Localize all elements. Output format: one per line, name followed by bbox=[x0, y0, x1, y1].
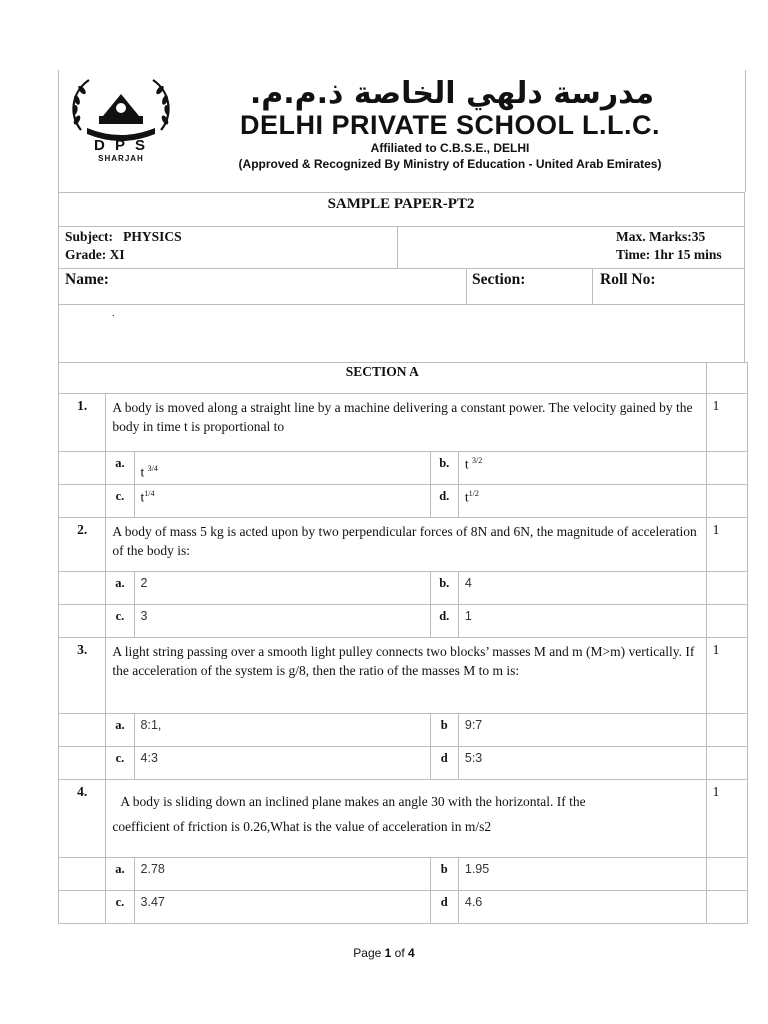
option-value: 1 bbox=[458, 605, 706, 638]
subject-value: PHYSICS bbox=[123, 229, 182, 244]
options-row bbox=[59, 858, 748, 891]
question-text bbox=[106, 780, 706, 858]
divider bbox=[466, 268, 467, 304]
question-marks: 1 bbox=[706, 780, 747, 858]
school-name: DELHI PRIVATE SCHOOL L.L.C. bbox=[239, 110, 661, 140]
divider bbox=[58, 304, 744, 305]
option-exponent: 1/4 bbox=[144, 489, 155, 498]
school-logo-icon bbox=[63, 72, 179, 180]
empty-cell bbox=[59, 605, 106, 638]
of-word: of bbox=[394, 946, 405, 960]
question-row bbox=[59, 780, 748, 858]
empty-cell bbox=[59, 714, 106, 747]
time-text: Time: 1hr 15 mins bbox=[616, 247, 722, 262]
grade-text: Grade: XI bbox=[65, 247, 125, 262]
question-row bbox=[59, 394, 748, 452]
option-value bbox=[458, 485, 706, 518]
divider bbox=[58, 226, 744, 227]
option-value bbox=[134, 452, 430, 485]
option-label: d bbox=[430, 891, 458, 924]
option-exponent: 3/2 bbox=[472, 456, 483, 465]
subject-label: Subject: bbox=[65, 229, 113, 244]
empty-cell bbox=[59, 572, 106, 605]
option-value: 1.95 bbox=[458, 858, 706, 891]
option-base: t bbox=[464, 489, 469, 505]
option-label: c. bbox=[106, 891, 134, 924]
option-label: a. bbox=[106, 572, 134, 605]
option-label: d bbox=[430, 747, 458, 780]
max-marks-text: Max. Marks:35 bbox=[616, 229, 706, 244]
empty-cell bbox=[706, 452, 747, 485]
option-label: a. bbox=[106, 714, 134, 747]
section-heading: SECTION A bbox=[59, 363, 707, 394]
empty-cell bbox=[706, 605, 747, 638]
logo-text bbox=[71, 138, 171, 163]
questions-table bbox=[58, 362, 748, 924]
option-base: t bbox=[140, 464, 145, 480]
empty-cell bbox=[59, 891, 106, 924]
option-label: d. bbox=[430, 605, 458, 638]
option-exponent: 3/4 bbox=[147, 464, 158, 473]
divider bbox=[592, 268, 593, 304]
page-word: Page bbox=[353, 946, 382, 960]
logo-city: SHARJAH bbox=[98, 154, 144, 163]
options-row bbox=[59, 485, 748, 518]
logo-abbreviation: D P S bbox=[94, 137, 148, 154]
empty-cell bbox=[59, 747, 106, 780]
option-value: 4.6 bbox=[458, 891, 706, 924]
options-row bbox=[59, 747, 748, 780]
divider bbox=[58, 268, 744, 269]
option-value: 2.78 bbox=[134, 858, 430, 891]
question-number: 2. bbox=[59, 518, 106, 572]
question-text: A body is moved along a straight line by a machine delivering a constant power. The velocity gained by the body in time t is proportional to bbox=[106, 394, 706, 452]
question-text-line: A body is sliding down an inclined plane makes an angle 30 with the horizontal. If the bbox=[120, 794, 586, 809]
empty-cell bbox=[59, 858, 106, 891]
option-exponent: 1/2 bbox=[468, 489, 479, 498]
option-label: b. bbox=[430, 452, 458, 485]
subject-row bbox=[65, 229, 182, 245]
empty-cell bbox=[706, 891, 747, 924]
question-number: 3. bbox=[59, 638, 106, 714]
page-number bbox=[0, 946, 768, 960]
section-heading-row bbox=[59, 363, 748, 394]
question-row bbox=[59, 638, 748, 714]
divider bbox=[397, 226, 398, 268]
empty-cell bbox=[706, 747, 747, 780]
option-base: t bbox=[464, 456, 469, 472]
name-label: Name: bbox=[65, 271, 109, 288]
option-value: 9:7 bbox=[458, 714, 706, 747]
options-row bbox=[59, 452, 748, 485]
approval-line: (Approved & Recognized By Ministry of Education - United Arab Emirates) bbox=[238, 157, 662, 171]
school-name-arabic: مدرسة دلهي الخاصة ذ.م.م. bbox=[249, 76, 655, 111]
options-row bbox=[59, 891, 748, 924]
question-marks: 1 bbox=[706, 518, 747, 572]
option-label: a. bbox=[106, 452, 134, 485]
option-label: c. bbox=[106, 747, 134, 780]
option-value: 2 bbox=[134, 572, 430, 605]
page-current: 1 bbox=[384, 946, 392, 960]
paper-title: SAMPLE PAPER-PT2 bbox=[327, 196, 475, 212]
marks-cell bbox=[706, 363, 747, 394]
roll-no-label: Roll No: bbox=[600, 271, 656, 288]
section-label: Section: bbox=[472, 271, 526, 288]
options-row bbox=[59, 714, 748, 747]
option-value: 4:3 bbox=[134, 747, 430, 780]
option-value bbox=[458, 452, 706, 485]
empty-cell bbox=[706, 714, 747, 747]
option-value: 3 bbox=[134, 605, 430, 638]
option-label: b. bbox=[430, 572, 458, 605]
option-label: c. bbox=[106, 485, 134, 518]
school-header bbox=[58, 70, 746, 192]
option-value: 4 bbox=[458, 572, 706, 605]
option-value: 5:3 bbox=[458, 747, 706, 780]
empty-cell bbox=[706, 572, 747, 605]
options-row bbox=[59, 605, 748, 638]
question-number: 4. bbox=[59, 780, 106, 858]
options-row bbox=[59, 572, 748, 605]
question-number: 1. bbox=[59, 394, 106, 452]
option-label: b bbox=[430, 714, 458, 747]
question-text: A body of mass 5 kg is acted upon by two perpendicular forces of 8N and 6N, the magnitude of acceleration of the body is: bbox=[106, 518, 706, 572]
divider bbox=[744, 192, 745, 362]
option-label: d. bbox=[430, 485, 458, 518]
question-row bbox=[59, 518, 748, 572]
empty-cell bbox=[59, 452, 106, 485]
option-label: c. bbox=[106, 605, 134, 638]
option-label: b bbox=[430, 858, 458, 891]
option-value bbox=[134, 485, 430, 518]
question-marks: 1 bbox=[706, 638, 747, 714]
option-label: a. bbox=[106, 858, 134, 891]
blank-dot: . bbox=[112, 308, 115, 319]
question-text: A light string passing over a smooth light pulley connects two blocks’ masses M and m (M>m) vertically. If the acceleration of the system is g/8, then the ratio of the masses M to m is: bbox=[106, 638, 706, 714]
affiliation-line: Affiliated to C.B.S.E., DELHI bbox=[370, 141, 530, 155]
question-text-line: coefficient of friction is 0.26,What is the value of acceleration in m/s2 bbox=[112, 819, 492, 834]
empty-cell bbox=[706, 485, 747, 518]
option-base: t bbox=[140, 489, 145, 505]
option-value: 8:1, bbox=[134, 714, 430, 747]
empty-cell bbox=[59, 485, 106, 518]
option-value: 3.47 bbox=[134, 891, 430, 924]
question-marks: 1 bbox=[706, 394, 747, 452]
page-total: 4 bbox=[408, 946, 415, 960]
empty-cell bbox=[706, 858, 747, 891]
